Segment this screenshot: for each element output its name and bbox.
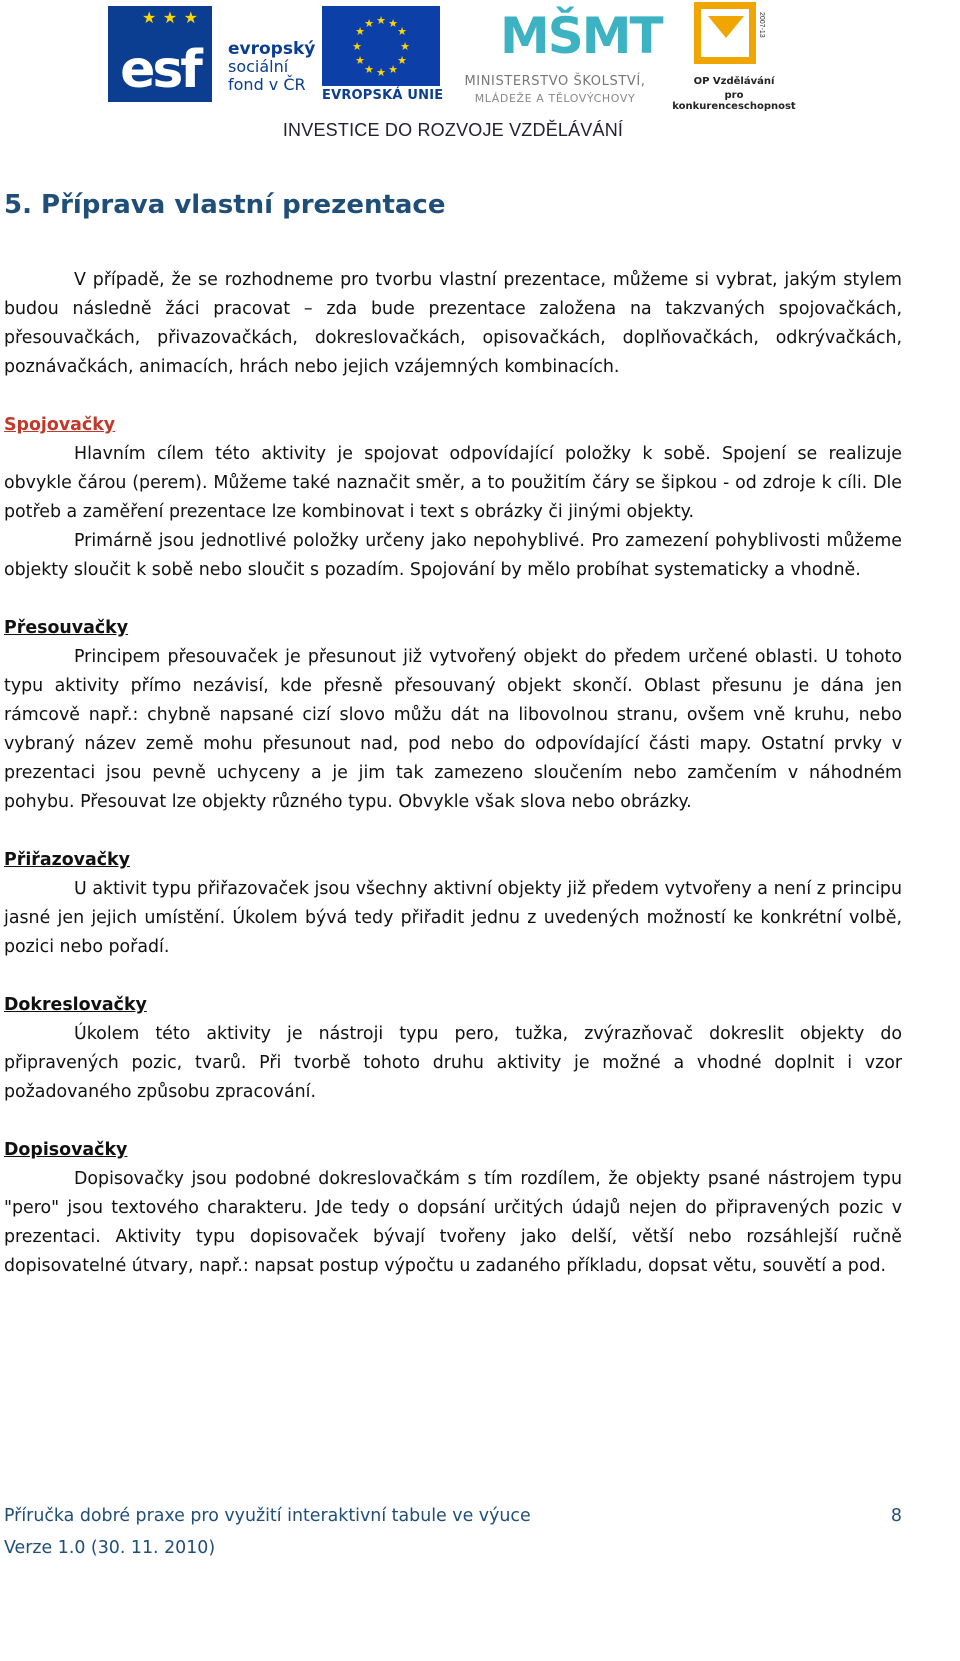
page-title: 5. Příprava vlastní prezentace bbox=[4, 190, 446, 220]
document-body bbox=[4, 266, 902, 1281]
paragraph-dokreslovacky: Úkolem této aktivity je nástroji typu pero, tužka, zvýrazňovač dokreslit objekty do připravených pozic, tvarů. Při tvorbě tohoto druhu aktivity je možné a vhodné doplnit i vzor požadovaného způsobu zpracování. bbox=[4, 1024, 902, 1102]
msmt-line1: MINISTERSTVO ŠKOLSTVÍ, bbox=[464, 74, 646, 89]
paragraph-presouvacky: Principem přesouvaček je přesunout již vytvořený objekt do předem určené oblasti. U tohoto typu aktivity přímo nezávisí, kde přesně přesouvaný objekt skončí. Oblast přesunu je dána jen rámcově např.: chybně napsané cizí slovo můžu dát na libovolnou stranu, ovšem vně kruhu, nebo vybraný název země mohu přesunout nad, pod nebo do odpovídající části mapy. Ostatní prvky v prezentaci jsou pevně uchyceny a je jim tak zamezeno sloučením nebo zamčením v náhodném pohybu. Přesouvat lze objekty různého typu. Obvykle však slova nebo obrázky. bbox=[4, 647, 902, 812]
svg-text:★: ★ bbox=[397, 25, 407, 38]
section-heading-prirazovacky: Přiřazovačky bbox=[4, 850, 130, 870]
investice-tagline: INVESTICE DO ROZVOJE VZDĚLÁVÁNÍ bbox=[282, 120, 624, 140]
intro-paragraph: V případě, že se rozhodneme pro tvorbu vlastní prezentace, můžeme si vybrat, jakým stylem budou následně žáci pracovat – zda bude prezentace založena na takzvaných spojovačkách, přesouvačkách, přivazovačkách, dokreslovačkách, opisovačkách, doplňovačkách, odkrývačkách, poznávačkách, animacích, hrách nebo jejich vzájemných kombinacích. bbox=[4, 270, 902, 377]
section-heading-presouvacky: Přesouvačky bbox=[4, 618, 129, 638]
footer-title: Příručka dobré praxe pro využití interaktivní tabule ve výuce bbox=[4, 1506, 531, 1526]
eu-logo bbox=[322, 6, 454, 106]
svg-text:★: ★ bbox=[397, 54, 407, 67]
eu-label: EVROPSKÁ UNIE bbox=[322, 88, 444, 103]
section-heading-dopisovacky: Dopisovačky bbox=[4, 1140, 128, 1160]
svg-text:★: ★ bbox=[355, 25, 365, 38]
eu-flag-icon bbox=[322, 6, 440, 86]
svg-text:★: ★ bbox=[400, 40, 410, 53]
op-line2: pro konkurenceschopnost bbox=[672, 90, 796, 112]
op-logo bbox=[664, 2, 804, 112]
svg-text:★: ★ bbox=[376, 66, 386, 79]
svg-text:★: ★ bbox=[355, 54, 365, 67]
paragraph-spojovacky-2: Primárně jsou jednotlivé položky určeny jako nepohyblivé. Pro zamezení pohyblivosti můžeme objekty sloučit k sobě nebo sloučit s pozadím. Spojování by mělo probíhat systematicky a vhodně. bbox=[4, 531, 902, 580]
eu-stars-icon bbox=[322, 6, 440, 86]
svg-text:★: ★ bbox=[352, 40, 362, 53]
section-heading-dokreslovacky: Dokreslovačky bbox=[4, 995, 147, 1015]
esf-line1: evropský bbox=[228, 39, 316, 59]
section-heading-spojovacky: Spojovačky bbox=[4, 415, 116, 435]
op-years: 2007-13 bbox=[758, 12, 765, 38]
esf-logo bbox=[108, 6, 318, 106]
op-line1: OP Vzdělávání bbox=[693, 76, 775, 87]
msmt-logo bbox=[450, 4, 670, 108]
svg-text:★: ★ bbox=[364, 17, 374, 30]
svg-text:★: ★ bbox=[388, 63, 398, 76]
page-number: 8 bbox=[890, 1506, 902, 1526]
svg-text:★: ★ bbox=[376, 14, 386, 27]
msmt-mark: MŠMT bbox=[500, 7, 662, 65]
paragraph-spojovacky-1: Hlavním cílem této aktivity je spojovat odpovídající položky k sobě. Spojení se realizuje obvykle čárou (perem). Můžeme také naznačit směr, a to použitím čáry se šipkou - od zdroje k cíli. Dle potřeb a zaměření prezentace lze kombinovat i text s obrázky či jinými objekty. bbox=[4, 444, 902, 522]
footer-version: Verze 1.0 (30. 11. 2010) bbox=[4, 1538, 216, 1558]
esf-flag bbox=[108, 6, 212, 102]
paragraph-dopisovacky: Dopisovačky jsou podobné dokreslovačkám s tím rozdílem, že objekty psané nástrojem typu "pero" jsou textového charakteru. Jde tedy o dopsání určitých údajů nejen do připravených pozic v prezentaci. Aktivity typu dopisovaček bývají tvořeny jako delší, větší nebo rozsáhlejší ručně dopisovatelné útvary, např.: napsat postup výpočtu u zadaného příkladu, dopsat větu, souvětí a pod. bbox=[4, 1169, 902, 1276]
svg-text:★: ★ bbox=[388, 17, 398, 30]
esf-wordmark bbox=[228, 40, 315, 94]
logo-header bbox=[0, 0, 960, 150]
esf-letters: esf bbox=[120, 40, 200, 100]
svg-text:★: ★ bbox=[364, 63, 374, 76]
paragraph-prirazovacky: U aktivit typu přiřazovaček jsou všechny aktivní objekty již předem vytvořeny a není z principu jasné jen jejich umístění. Úkolem bývá tedy přiřadit jednu z uvedených možností ke konkrétní volbě, pozici nebo pořadí. bbox=[4, 879, 902, 957]
esf-line2: sociální bbox=[228, 57, 289, 76]
esf-line3: fond v ČR bbox=[228, 75, 306, 94]
msmt-line2: MLÁDEŽE A TĚLOVÝCHOVY bbox=[474, 92, 636, 105]
op-arrow-icon bbox=[708, 16, 744, 38]
esf-stars-icon: ★ ★ ★ bbox=[142, 10, 199, 27]
